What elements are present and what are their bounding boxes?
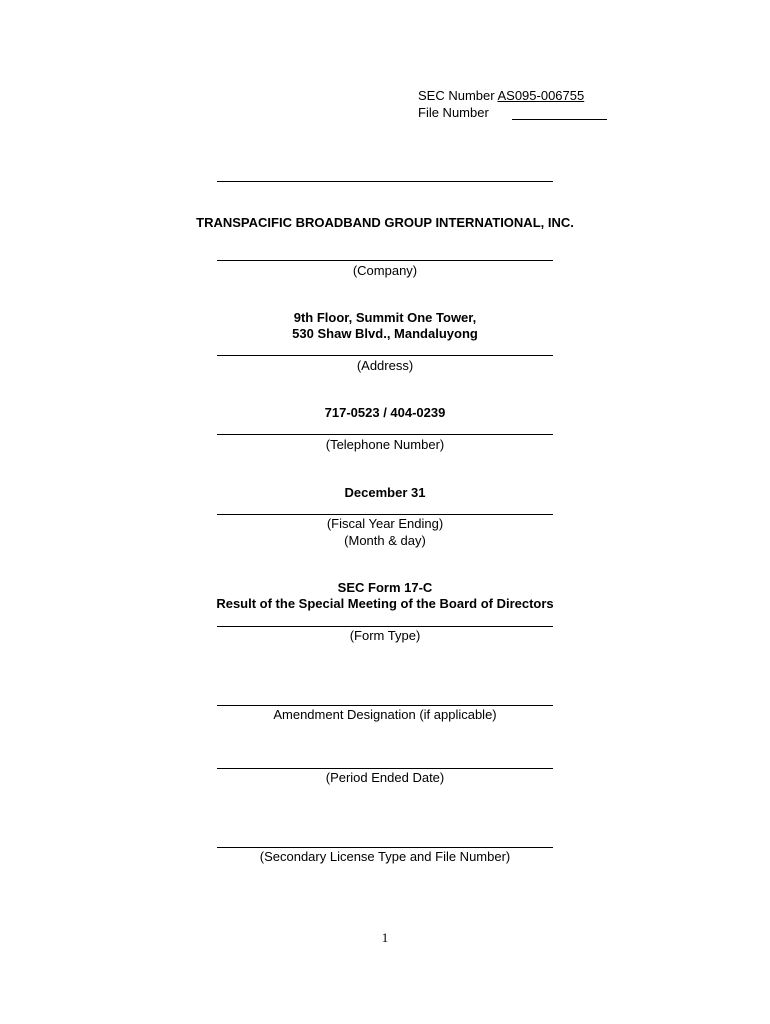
sec-number-line xyxy=(418,88,584,104)
address-line-2: 530 Shaw Blvd., Mandaluyong xyxy=(292,326,478,341)
address-line-1: 9th Floor, Summit One Tower, xyxy=(293,310,477,325)
fiscal-year-subcaption: (Month & day) xyxy=(344,533,426,548)
telephone-rule xyxy=(217,434,553,435)
file-number-blank xyxy=(512,119,607,120)
secondary-license-caption: (Secondary License Type and File Number) xyxy=(259,849,511,864)
telephone-value: 717-0523 / 404-0239 xyxy=(324,405,446,420)
address-rule xyxy=(217,355,553,356)
company-caption: (Company) xyxy=(352,263,418,278)
company-rule xyxy=(217,260,553,261)
form-type-caption: (Form Type) xyxy=(349,628,421,643)
top-rule xyxy=(217,181,553,182)
form-type-line-2: Result of the Special Meeting of the Board of Directors xyxy=(216,596,554,611)
fiscal-year-value: December 31 xyxy=(344,485,426,500)
sec-number-label: SEC Number xyxy=(418,88,495,103)
fiscal-year-rule xyxy=(217,514,553,515)
sec-number-value: AS095-006755 xyxy=(497,88,585,103)
company-name: TRANSPACIFIC BROADBAND GROUP INTERNATIONAL, INC. xyxy=(196,215,574,230)
page-number: 1 xyxy=(381,930,389,945)
period-caption: (Period Ended Date) xyxy=(325,770,445,785)
form-type-line-1: SEC Form 17-C xyxy=(337,580,433,595)
amendment-rule xyxy=(217,705,553,706)
secondary-license-rule xyxy=(217,847,553,848)
amendment-caption: Amendment Designation (if applicable) xyxy=(273,707,497,722)
form-type-rule xyxy=(217,626,553,627)
period-rule xyxy=(217,768,553,769)
file-number-label: File Number xyxy=(418,105,489,120)
fiscal-year-caption: (Fiscal Year Ending) xyxy=(326,516,444,531)
address-caption: (Address) xyxy=(356,358,414,373)
telephone-caption: (Telephone Number) xyxy=(325,437,445,452)
